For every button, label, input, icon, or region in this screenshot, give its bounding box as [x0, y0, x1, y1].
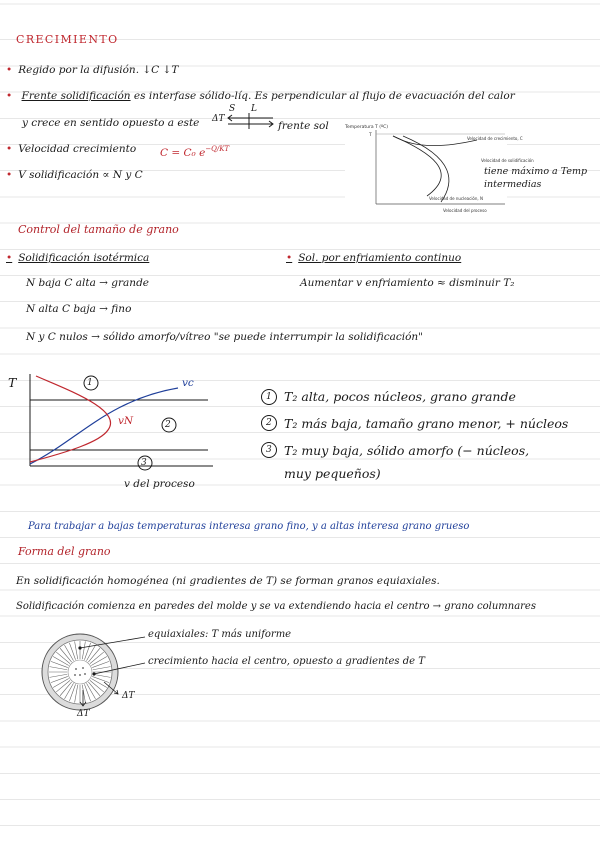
- text-crece-sentido: y crece en sentido opuesto a este: [22, 117, 200, 129]
- blue-note: Para trabajar a bajas temperaturas interesa grano fino, y a altas interesa grano grueso: [28, 521, 470, 532]
- text-frente-rest: es interfase sólido-líq. Es perpendicular al flujo de evacuación del calor: [133, 90, 515, 102]
- annotation-equiaxiales: equiaxiales: T más uniforme: [148, 629, 292, 640]
- formula-base: C = C₀ e: [160, 147, 206, 159]
- formula-crecimiento: [160, 143, 229, 159]
- text-v-solidificacion: • V solidificación ∝ N y C: [6, 169, 143, 181]
- curve-vn: [30, 376, 111, 462]
- fig-xlabel: Velocidad del proceso: [443, 208, 487, 213]
- fig-ytick: T: [369, 133, 372, 138]
- text-iso-grande: N baja C alta → grande: [26, 277, 150, 289]
- text-iso-fino: N alta C baja → fino: [26, 303, 132, 315]
- label-l: L: [251, 104, 257, 114]
- heading-control: Control del tamaño de grano: [18, 223, 179, 236]
- list-item-3-cont: muy pequeños): [284, 466, 381, 481]
- list-num-3: 3: [266, 445, 272, 455]
- graph-label-vn: vN: [118, 415, 134, 427]
- graph-axis-t: T: [8, 375, 17, 390]
- curve-vc: [30, 388, 178, 464]
- text-nc-nulos: N y C nulos → sólido amorfo/vítreo "se puede interrumpir la solidificación": [26, 331, 423, 343]
- subheading-isotermica: • Solidificación isotérmica: [6, 252, 149, 264]
- graph-region-1: 1: [87, 378, 93, 388]
- annotation-delta-t-right: ΔT: [122, 691, 135, 701]
- fig-n-label: Velocidad de nucleación, N: [429, 196, 483, 201]
- list-num-2: 2: [266, 418, 272, 428]
- label-delta-t: ΔT: [212, 114, 225, 124]
- text-cont-aumentar: Aumentar v enfriamiento ≈ disminuir T₂: [300, 277, 515, 289]
- list-item-3: T₂ muy baja, sólido amorfo (− núcleos,: [284, 443, 530, 458]
- text-columnares: Solidificación comienza en paredes del molde y se va extendiendo hacia el centro → grano columnares: [16, 601, 536, 612]
- heading-forma: Forma del grano: [18, 545, 111, 558]
- subheading-continuo: • Sol. por enfriamiento continuo: [286, 252, 461, 264]
- list-item-2: T₂ más baja, tamaño grano menor, + núcleos: [284, 416, 569, 431]
- fig-note-1: tiene máximo a Temp: [484, 166, 588, 177]
- list-num-1: 1: [266, 392, 272, 402]
- fig-v-label: Velocidad de solidificación: [481, 158, 534, 163]
- text-velocidad-crecimiento: • Velocidad crecimiento: [6, 143, 136, 155]
- text-frente-solidificacion: Frente solidificación: [21, 90, 131, 102]
- fig-note-2: intermedias: [484, 179, 542, 190]
- label-s: S: [229, 104, 236, 114]
- annotation-lines: [80, 630, 170, 720]
- graph-region-2: 2: [165, 420, 171, 430]
- heading-crecimiento: CRECIMIENTO: [16, 33, 119, 46]
- fig-ylabel: Temperatura T (ºC): [345, 125, 388, 130]
- graph-region-3: 3: [141, 458, 147, 468]
- text-frente-sol: frente sol: [278, 120, 329, 132]
- graph-label-vc: vc: [182, 377, 194, 389]
- annotation-delta-t-bottom: ΔT: [77, 709, 90, 719]
- list-item-1: T₂ alta, pocos núcleos, grano grande: [284, 389, 516, 404]
- formula-exponent: −Q/KT: [205, 145, 230, 153]
- text-difusion: • Regido por la difusión. ↓C ↓T: [6, 64, 178, 76]
- curve-v: [403, 136, 449, 202]
- annotation-crecimiento: crecimiento hacia el centro, opuesto a gradientes de T: [148, 656, 425, 667]
- frente-arrow-diagram: [226, 112, 276, 132]
- text-frente-line: [6, 90, 515, 102]
- graph-x-label: v del proceso: [124, 478, 195, 490]
- curve-n: [393, 136, 441, 196]
- fig-c-label: Velocidad de crecimiento, C: [467, 136, 523, 141]
- text-homogenea: En solidificación homogénea (ni gradientes de T) se forman granos equiaxiales.: [16, 575, 440, 587]
